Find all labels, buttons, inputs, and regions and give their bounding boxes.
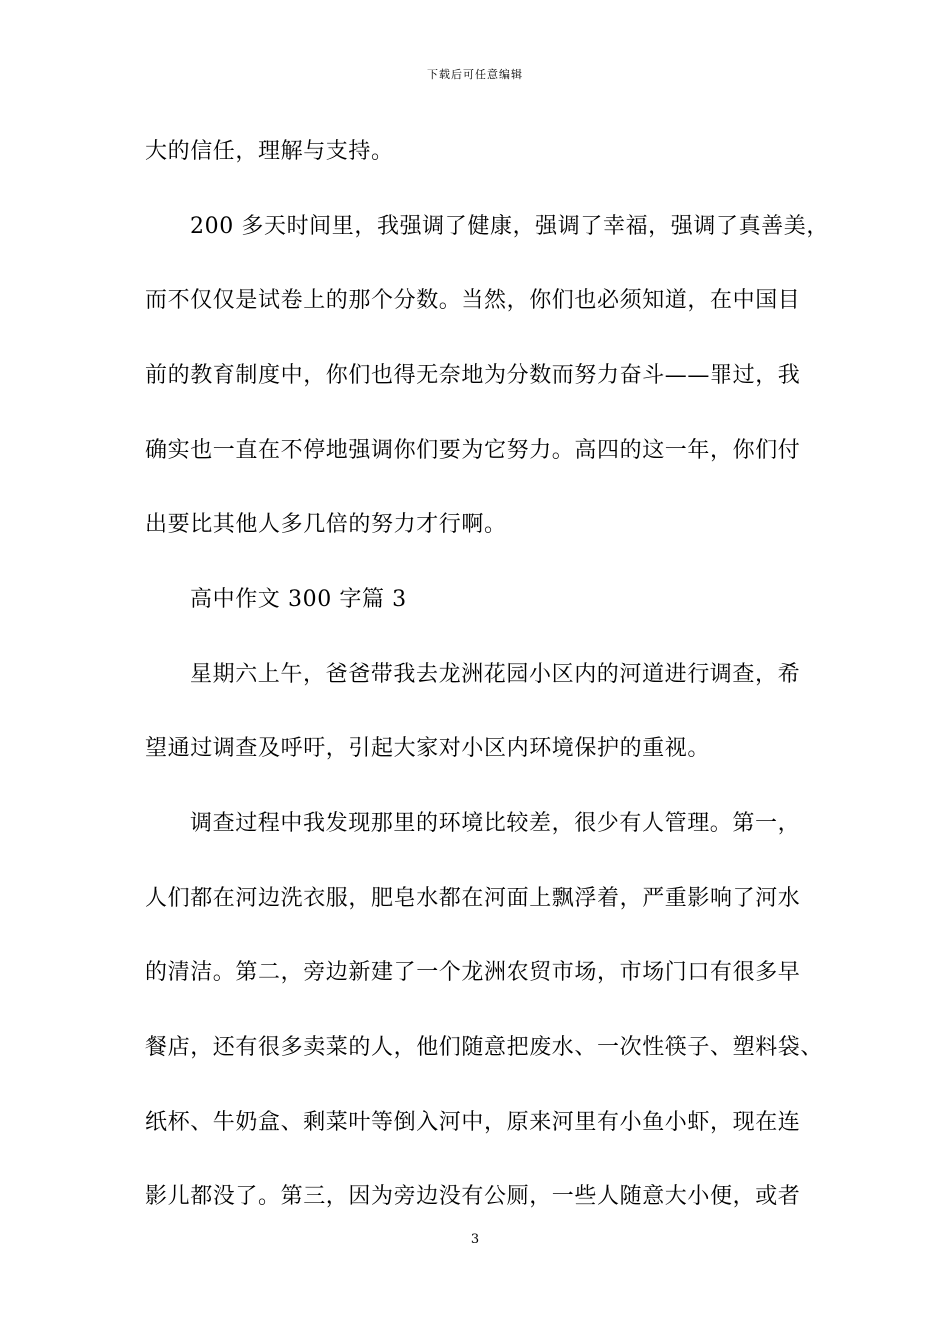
body-text-line: 影儿都没了。第三，因为旁边没有公厕，一些人随意大小便，或者	[145, 1184, 801, 1209]
body-text-line: 的清洁。第二，旁边新建了一个龙洲农贸市场，市场门口有很多早	[145, 960, 801, 985]
page-header: 下载后可任意编辑	[427, 68, 523, 81]
body-text-line: 调查过程中我发现那里的环境比较差，很少有人管理。第一，	[190, 811, 801, 836]
body-text-line: 星期六上午，爸爸带我去龙洲花园小区内的河道进行调查，希	[190, 662, 801, 687]
body-text-line: 200 多天时间里，我强调了健康，强调了幸福，强调了真善美，	[190, 214, 829, 239]
body-text-line: 餐店，还有很多卖菜的人，他们随意把废水、一次性筷子、塑料袋、	[145, 1035, 824, 1060]
page-number: 3	[470, 1232, 480, 1247]
body-text-line: 大的信任，理解与支持。	[145, 139, 394, 164]
body-text-line: 而不仅仅是试卷上的那个分数。当然，你们也必须知道，在中国目	[145, 288, 801, 313]
body-text-line: 望通过调查及呼吁，引起大家对小区内环境保护的重视。	[145, 736, 711, 761]
body-text-line: 纸杯、牛奶盒、剩菜叶等倒入河中，原来河里有小鱼小虾，现在连	[145, 1110, 801, 1135]
body-text-line: 人们都在河边洗衣服，肥皂水都在河面上飘浮着，严重影响了河水	[145, 886, 801, 911]
body-text-line: 确实也一直在不停地强调你们要为它努力。高四的这一年，你们付	[145, 438, 801, 463]
body-text-line: 前的教育制度中，你们也得无奈地为分数而努力奋斗——罪过，我	[145, 363, 801, 388]
section-heading: 高中作文 300 字篇 3	[190, 587, 407, 612]
body-text-line: 出要比其他人多几倍的努力才行啊。	[145, 512, 507, 537]
